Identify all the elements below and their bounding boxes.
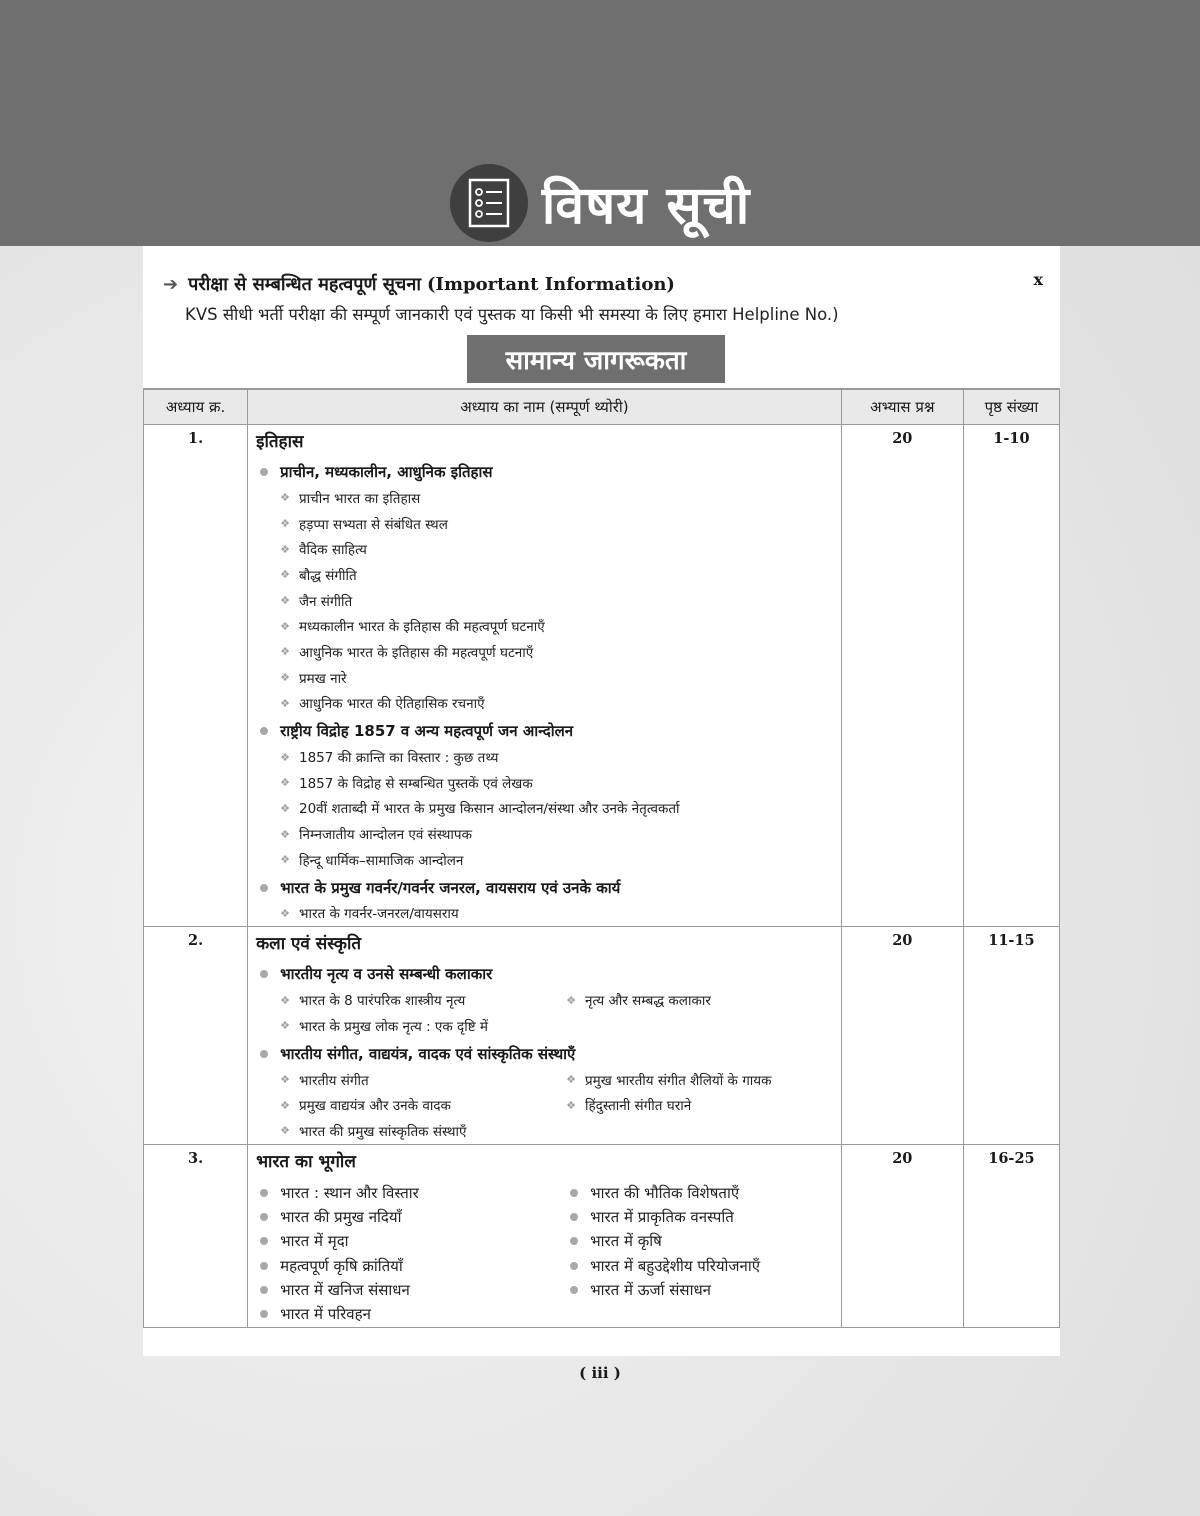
list-item: भारत में प्राकृतिक वनस्पति (566, 1205, 833, 1229)
diamond-bullet-icon: ❖ (280, 542, 290, 556)
header-practice-questions: अभ्यास प्रश्न (841, 389, 963, 425)
checklist-icon (450, 164, 528, 242)
list-item: भारत : स्थान और विस्तार (256, 1181, 566, 1205)
important-info (163, 272, 1043, 325)
bullet-dot-icon (260, 970, 268, 978)
bullet-dot-icon (260, 884, 268, 892)
chapter-content (248, 1144, 842, 1327)
topic-item: भारतीय नृत्य व उनसे सम्बन्धी कलाकार (256, 961, 833, 987)
bullet-dot-icon (260, 1050, 268, 1058)
subtopic-item: ❖ प्रमुख भारतीय संगीत शैलियों के गायक (566, 1072, 772, 1089)
chapter-title: इतिहास (256, 432, 304, 452)
bullet-dot-icon (260, 468, 268, 476)
diamond-bullet-icon: ❖ (280, 517, 290, 531)
bullet-dot-icon (570, 1189, 578, 1197)
header-chapter-name: अध्याय का नाम (सम्पूर्ण थ्योरी) (248, 389, 842, 425)
subtopic-item: ❖ नृत्य और सम्बद्ध कलाकार (566, 993, 711, 1010)
subtopic-item: ❖ बौद्ध संगीति (280, 567, 357, 584)
subtopic-item: ❖ आधुनिक भारत के इतिहास की महत्वपूर्ण घटनाएँ (280, 644, 534, 661)
bullet-dot-icon (260, 1237, 268, 1245)
diamond-bullet-icon: ❖ (280, 853, 290, 867)
subtopic-item: ❖ मध्यकालीन भारत के इतिहास की महत्वपूर्ण घटनाएँ (280, 619, 545, 636)
list-item: भारत में खनिज संसाधन (256, 1278, 566, 1302)
table-row (144, 425, 1060, 927)
page-range: 16-25 (963, 1144, 1059, 1327)
diamond-bullet-icon: ❖ (280, 993, 290, 1007)
page-range: 1-10 (963, 425, 1059, 927)
topic-item: भारतीय संगीत, वाद्ययंत्र, वादक एवं सांस्कृतिक संस्थाएँ (256, 1041, 833, 1067)
diamond-bullet-icon: ❖ (280, 1124, 290, 1138)
bullet-dot-icon (260, 1262, 268, 1270)
list-item: भारत में बहुउद्देशीय परियोजनाएँ (566, 1254, 833, 1278)
diamond-bullet-icon: ❖ (280, 1019, 290, 1033)
diamond-bullet-icon: ❖ (280, 801, 290, 815)
chapter-number: 1. (144, 425, 248, 927)
subtopic-item: ❖ भारतीय संगीत (280, 1072, 369, 1089)
diamond-bullet-icon: ❖ (280, 827, 290, 841)
chapter-content (248, 425, 842, 927)
bullet-dot-icon (260, 727, 268, 735)
subtopic-item: ❖ प्राचीन भारत का इतिहास (280, 490, 421, 507)
subtopic-item: ❖ भारत के 8 पारंपरिक शास्त्रीय नृत्य (280, 993, 466, 1010)
subtopic-item: ❖ हिन्दू धार्मिक–सामाजिक आन्दोलन (280, 852, 464, 869)
practice-questions-count: 20 (841, 927, 963, 1144)
info-helpline-text: KVS सीधी भर्ती परीक्षा की सम्पूर्ण जानकारी एवं पुस्तक या किसी भी समस्या के लिए हमारा Helpline No.) (185, 305, 839, 324)
list-item: भारत की प्रमुख नदियाँ (256, 1205, 566, 1229)
page-range: 11-15 (963, 927, 1059, 1144)
header-chapter-no: अध्याय क्र. (144, 389, 248, 425)
table-header-row (144, 389, 1060, 425)
section-title: सामान्य जागरूकता (467, 335, 725, 383)
list-item: महत्वपूर्ण कृषि क्रांतियाँ (256, 1254, 566, 1278)
subtopic-item: ❖ भारत के गवर्नर-जनरल/वायसराय (280, 906, 459, 923)
diamond-bullet-icon: ❖ (280, 671, 290, 685)
chapter-number: 3. (144, 1144, 248, 1327)
table-row (144, 1144, 1060, 1327)
arrow-right-icon: ➔ (163, 273, 179, 295)
list-item: भारत में कृषि (566, 1229, 833, 1253)
bullet-dot-icon (570, 1286, 578, 1294)
diamond-bullet-icon: ❖ (280, 696, 290, 710)
diamond-bullet-icon: ❖ (280, 906, 290, 920)
diamond-bullet-icon: ❖ (280, 594, 290, 608)
chapter-number: 2. (144, 927, 248, 1144)
chapter-content (248, 927, 842, 1144)
close-marker: x (1033, 270, 1043, 289)
subtopic-item: ❖ आधुनिक भारत की ऐतिहासिक रचनाएँ (280, 696, 485, 713)
page-number: ( iii ) (579, 1364, 621, 1382)
list-item: भारत में परिवहन (256, 1302, 566, 1326)
list-item: भारत में मृदा (256, 1229, 566, 1253)
subtopic-item: ❖ 1857 की क्रान्ति का विस्तार : कुछ तथ्य (280, 750, 499, 767)
bullet-dot-icon (570, 1237, 578, 1245)
bullet-dot-icon (260, 1189, 268, 1197)
chapter-title: भारत का भूगोल (256, 1151, 356, 1172)
practice-questions-count: 20 (841, 1144, 963, 1327)
subtopic-item: ❖ निम्नजातीय आन्दोलन एवं संस्थापक (280, 827, 472, 844)
diamond-bullet-icon: ❖ (280, 1098, 290, 1112)
list-item: भारत में ऊर्जा संसाधन (566, 1278, 833, 1302)
bullet-dot-icon (260, 1213, 268, 1221)
subtopic-item: ❖ हड़प्पा सभ्यता से संबंधित स्थल (280, 516, 448, 533)
practice-questions-count: 20 (841, 425, 963, 927)
diamond-bullet-icon: ❖ (280, 491, 290, 505)
subtopic-item: ❖ 20वीं शताब्दी में भारत के प्रमुख किसान आन्दोलन/संस्था और उनके नेतृत्वकर्ता (280, 801, 680, 818)
page-title: विषय सूची (541, 175, 751, 236)
table-row (144, 927, 1060, 1144)
bullet-dot-icon (260, 1286, 268, 1294)
subtopic-item: ❖ वैदिक साहित्य (280, 542, 367, 559)
subtopic-item: ❖ 1857 के विद्रोह से सम्बन्धित पुस्तकें एवं लेखक (280, 775, 533, 792)
subtopic-item: ❖ भारत की प्रमुख सांस्कृतिक संस्थाएँ (280, 1123, 467, 1140)
header-page-number: पृष्ठ संख्या (963, 389, 1059, 425)
topic-item: प्राचीन, मध्यकालीन, आधुनिक इतिहास (256, 459, 833, 485)
info-title-hindi: परीक्षा से सम्बन्धित महत्वपूर्ण सूचना (188, 274, 422, 295)
bullet-dot-icon (570, 1213, 578, 1221)
diamond-bullet-icon: ❖ (280, 645, 290, 659)
contents-table (143, 388, 1060, 1328)
list-item: भारत की भौतिक विशेषताएँ (566, 1181, 833, 1205)
subtopic-item: ❖ जैन संगीति (280, 593, 353, 610)
diamond-bullet-icon: ❖ (566, 1098, 576, 1112)
bullet-dot-icon (260, 1310, 268, 1318)
diamond-bullet-icon: ❖ (566, 993, 576, 1007)
page-header (0, 160, 1200, 246)
diamond-bullet-icon: ❖ (280, 750, 290, 764)
subtopic-item: ❖ प्रमख नारे (280, 670, 347, 687)
topic-item: राष्ट्रीय विद्रोह 1857 व अन्य महत्वपूर्ण जन आन्दोलन (256, 718, 833, 744)
diamond-bullet-icon: ❖ (280, 568, 290, 582)
subtopic-item: ❖ प्रमुख वाद्ययंत्र और उनके वादक (280, 1098, 451, 1115)
diamond-bullet-icon: ❖ (566, 1073, 576, 1087)
diamond-bullet-icon: ❖ (280, 776, 290, 790)
diamond-bullet-icon: ❖ (280, 619, 290, 633)
info-title-english: (Important Information) (427, 273, 675, 295)
topic-item: भारत के प्रमुख गवर्नर/गवर्नर जनरल, वायसराय एवं उनके कार्य (256, 875, 833, 901)
bullet-dot-icon (570, 1262, 578, 1270)
diamond-bullet-icon: ❖ (280, 1073, 290, 1087)
subtopic-item: ❖ हिंदुस्तानी संगीत घराने (566, 1098, 692, 1115)
chapter-title: कला एवं संस्कृति (256, 934, 362, 955)
subtopic-item: ❖ भारत के प्रमुख लोक नृत्य : एक दृष्टि में (280, 1018, 488, 1035)
